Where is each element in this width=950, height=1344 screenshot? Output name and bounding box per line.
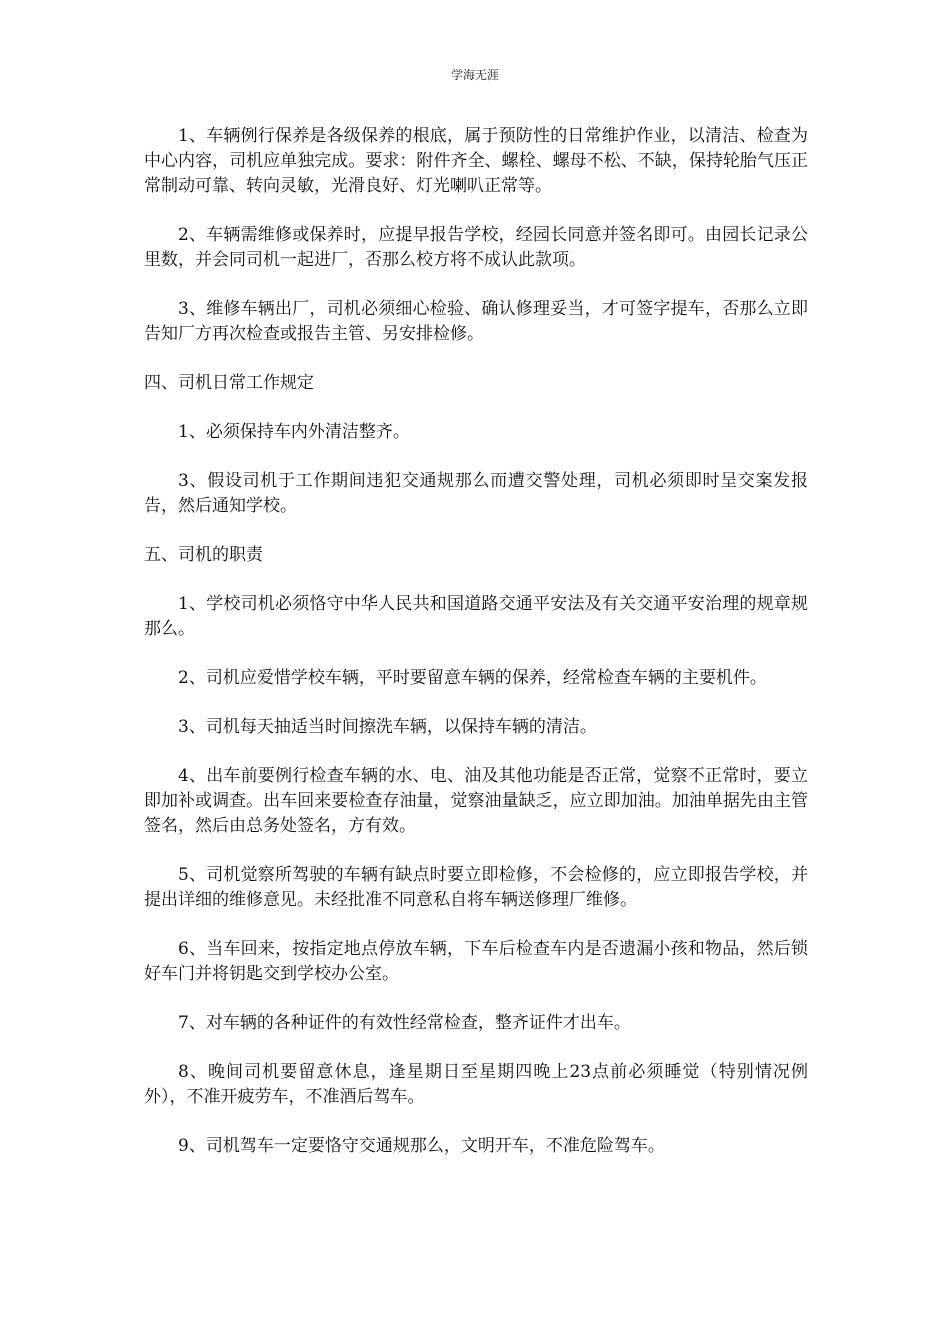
paragraph: 5、司机觉察所驾驶的车辆有缺点时要立即检修，不会检修的，应立即报告学校，并提出详细的维修意见。未经批准不同意私自将车辆送修理厂维修。 — [144, 865, 808, 910]
paragraph: 6、当车回来，按指定地点停放车辆，下车后检查车内是否遗漏小孩和物品，然后锁好车门并将钥匙交到学校办公室。 — [144, 939, 808, 984]
document-body — [144, 124, 808, 1183]
paragraph: 3、司机每天抽适当时间擦洗车辆，以保持车辆的清洁。 — [178, 717, 597, 737]
paragraph: 3、维修车辆出厂，司机必须细心检验、确认修理妥当，才可签字提车，否那么立即告知厂方再次检查或报告主管、另安排检修。 — [144, 299, 808, 344]
paragraph: 8、晚间司机要留意休息，逢星期日至星期四晚上23点前必须睡觉（特别情况例外），不准开疲劳车，不准酒后驾车。 — [144, 1062, 808, 1107]
paragraph: 1、车辆例行保养是各级保养的根底，属于预防性的日常维护作业，以清洁、检查为中心内容，司机应单独完成。要求：附件齐全、螺栓、螺母不松、不缺，保持轮胎气压正常制动可靠、转向灵敏，光滑良好、灯光喇叭正常等。 — [144, 126, 808, 196]
paragraph: 4、出车前要例行检查车辆的水、电、油及其他功能是否正常，觉察不正常时，要立即加补或调查。出车回来要检查存油量，觉察油量缺乏，应立即加油。加油单据先由主管签名，然后由总务处签名，方有效。 — [144, 766, 808, 836]
paragraph: 3、假设司机于工作期间违犯交通规那么而遭交警处理，司机必须即时呈交案发报告，然后通知学校。 — [144, 471, 808, 516]
paragraph: 7、对车辆的各种证件的有效性经常检查，整齐证件才出车。 — [178, 1013, 631, 1033]
section-heading: 五、司机的职责 — [144, 545, 263, 565]
paragraph: 2、司机应爱惜学校车辆，平时要留意车辆的保养，经常检查车辆的主要机件。 — [178, 668, 767, 688]
paragraph: 1、必须保持车内外清洁整齐。 — [178, 422, 410, 442]
page-header: 学海无涯 — [450, 68, 499, 82]
paragraph: 9、司机驾车一定要恪守交通规那么，文明开车，不准危险驾车。 — [178, 1136, 665, 1156]
section-heading: 四、司机日常工作规定 — [144, 373, 314, 393]
paragraph: 2、车辆需维修或保养时，应提早报告学校，经园长同意并签名即可。由园长记录公里数，并会同司机一起进厂，否那么校方将不成认此款项。 — [144, 225, 808, 270]
paragraph: 1、学校司机必须恪守中华人民共和国道路交通平安法及有关交通平安治理的规章规那么。 — [144, 594, 808, 639]
